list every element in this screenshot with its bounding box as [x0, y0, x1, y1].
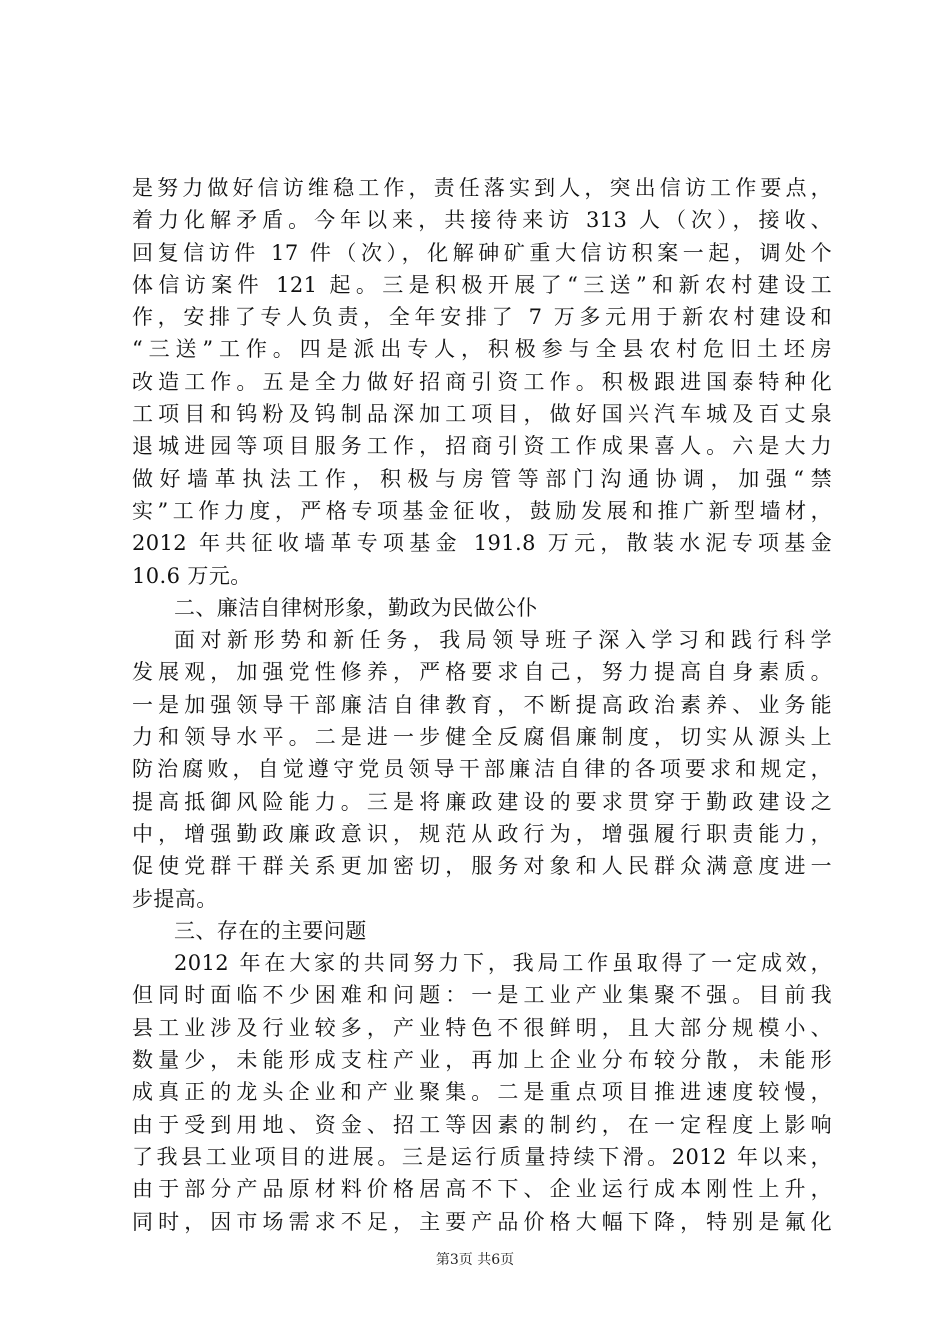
text-line: 县工业涉及行业较多，产业特色不很鲜明，且大部分规模小、	[132, 1015, 832, 1040]
text-line: 体信访案件 121 起。三是积极开展了“三送”和新农村建设工	[132, 272, 832, 297]
text-line: 实”工作力度，严格专项基金征收，鼓励发展和推广新型墙材，	[132, 498, 832, 523]
text-line: 同时，因市场需求不足，主要产品价格大幅下降，特别是氟化	[132, 1209, 832, 1234]
text-line: 成真正的龙头企业和产业聚集。二是重点项目推进速度较慢，	[132, 1080, 832, 1105]
body-text	[132, 172, 832, 1238]
text-line: 10.6 万元。	[132, 563, 252, 588]
text-line: 作，安排了专人负责，全年安排了 7 万多元用于新农村建设和	[132, 305, 832, 330]
text-line: 促使党群干群关系更加密切，服务对象和人民群众满意度进一	[132, 854, 832, 879]
text-line: 由于受到用地、资金、招工等因素的制约，在一定程度上影响	[132, 1112, 832, 1137]
text-line: 回复信访件 17 件（次），化解砷矿重大信访积案一起，调处个	[132, 240, 832, 265]
text-line: 由于部分产品原材料价格居高不下、企业运行成本刚性上升，	[132, 1177, 832, 1202]
text-line: 数量少，未能形成支柱产业，再加上企业分布较分散，未能形	[132, 1048, 832, 1073]
text-line: 中，增强勤政廉政意识，规范从政行为，增强履行职责能力，	[132, 821, 832, 846]
text-line: 2012 年共征收墙革专项基金 191.8 万元，散装水泥专项基金	[132, 531, 832, 556]
text-line: 力和领导水平。二是进一步健全反腐倡廉制度，切实从源头上	[132, 725, 832, 750]
text-line: 了我县工业项目的进展。三是运行质量持续下滑。2012 年以来，	[132, 1144, 832, 1169]
text-line: 做好墙革执法工作，积极与房管等部门沟通协调，加强“禁	[132, 466, 832, 491]
text-line: 步提高。	[132, 886, 218, 911]
section-heading-2: 二、廉洁自律树形象，勤政为民做公仆	[174, 595, 538, 620]
text-line: 但同时面临不少困难和问题：一是工业产业集聚不强。目前我	[132, 983, 832, 1008]
page-footer: 第3页 共6页	[435, 1252, 515, 1268]
text-line: 一是加强领导干部廉洁自律教育，不断提高政治素养、业务能	[132, 692, 832, 717]
section-heading-3: 三、存在的主要问题	[174, 918, 367, 943]
text-line: 发展观，加强党性修养，严格要求自己，努力提高自身素质。	[132, 660, 832, 685]
text-line: 2012 年在大家的共同努力下，我局工作虽取得了一定成效，	[174, 951, 832, 976]
text-line: 提高抵御风险能力。三是将廉政建设的要求贯穿于勤政建设之	[132, 789, 832, 814]
text-line: 退城进园等项目服务工作，招商引资工作成果喜人。六是大力	[132, 434, 832, 459]
text-line: 着力化解矛盾。今年以来，共接待来访 313 人（次），接收、	[132, 208, 832, 233]
text-line: 是努力做好信访维稳工作，责任落实到人，突出信访工作要点，	[132, 176, 832, 200]
text-line: 改造工作。五是全力做好招商引资工作。积极跟进国泰特种化	[132, 369, 832, 394]
text-line: 防治腐败，自觉遵守党员领导干部廉洁自律的各项要求和规定，	[132, 757, 832, 782]
text-line: 面对新形势和新任务，我局领导班子深入学习和践行科学	[174, 628, 832, 653]
text-line: 工项目和钨粉及钨制品深加工项目，做好国兴汽车城及百丈泉	[132, 402, 832, 427]
text-line: “三送”工作。四是派出专人，积极参与全县农村危旧土坯房	[132, 337, 832, 362]
